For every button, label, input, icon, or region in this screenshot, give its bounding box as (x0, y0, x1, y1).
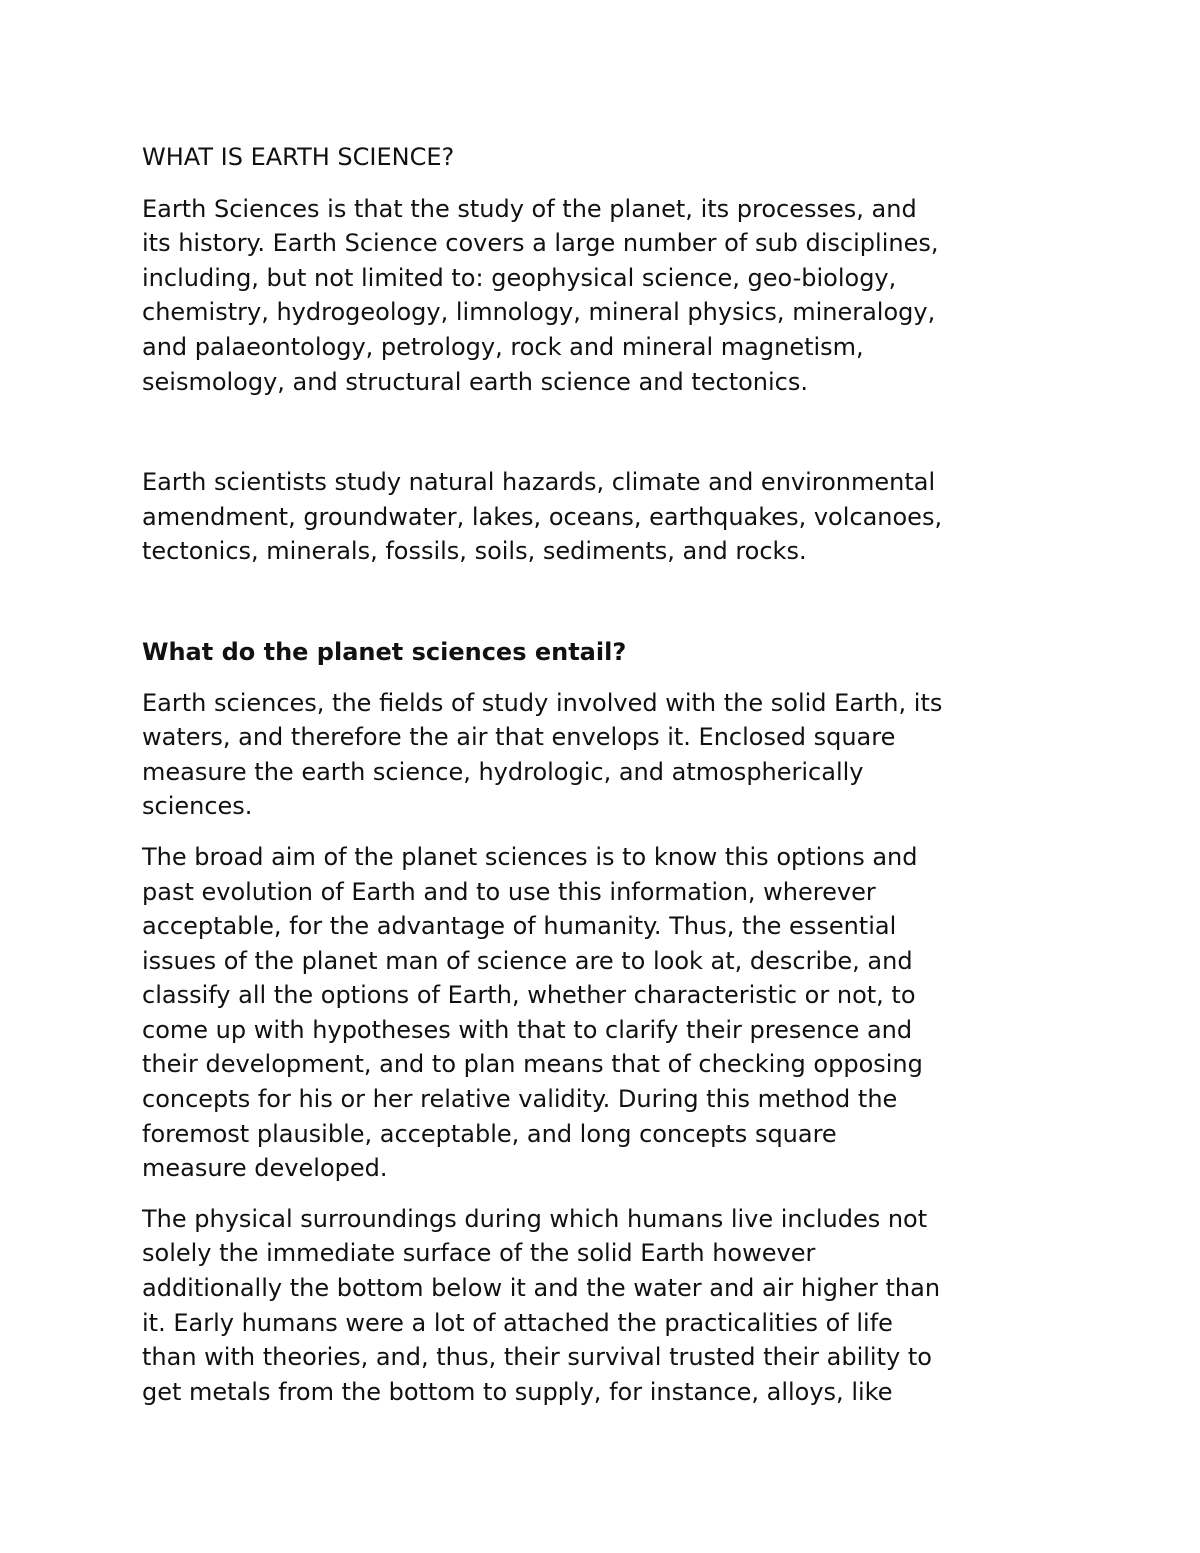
text-line: foremost plausible, acceptable, and long concepts square (142, 1119, 837, 1148)
text-line: classify all the options of Earth, whether characteristic or not, to (142, 981, 916, 1010)
text-line: get metals from the bottom to supply, for instance, alloys, like (142, 1377, 893, 1406)
text-line: Earth sciences, the fields of study involved with the solid Earth, its (142, 688, 943, 717)
text-line: measure developed. (142, 1154, 388, 1183)
text-line: measure the earth science, hydrologic, and atmospherically (142, 757, 864, 786)
paragraph-earth-scientists (142, 465, 1072, 569)
text-line: issues of the planet man of science are to look at, describe, and (142, 946, 913, 975)
text-line: Earth Sciences is that the study of the planet, its processes, and (142, 194, 917, 223)
text-line: additionally the bottom below it and the water and air higher than (142, 1274, 941, 1303)
text-line: waters, and therefore the air that envelops it. Enclosed square (142, 723, 896, 752)
text-line: The physical surroundings during which humans live includes not (142, 1204, 928, 1233)
paragraph-physical-surroundings (142, 1202, 1072, 1410)
paragraph-broad-aim (142, 840, 1072, 1186)
text-line: its history. Earth Science covers a large number of sub disciplines, (142, 229, 939, 258)
text-line: Earth scientists study natural hazards, climate and environmental (142, 468, 936, 497)
paragraph-earth-sciences-fields (142, 686, 1072, 824)
text-line: concepts for his or her relative validity. During this method the (142, 1085, 898, 1114)
text-line: chemistry, hydrogeology, limnology, mineral physics, mineralogy, (142, 298, 936, 327)
text-line: and palaeontology, petrology, rock and mineral magnetism, (142, 332, 864, 361)
text-line: amendment, groundwater, lakes, oceans, earthquakes, volcanoes, (142, 502, 943, 531)
text-line: solely the immediate surface of the solid Earth however (142, 1239, 816, 1268)
text-line: The broad aim of the planet sciences is to know this options and (142, 842, 918, 871)
text-line: acceptable, for the advantage of humanity. Thus, the essential (142, 912, 897, 941)
document-heading: WHAT IS EARTH SCIENCE? (142, 143, 455, 171)
text-line: including, but not limited to: geophysical science, geo-biology, (142, 263, 897, 292)
text-line: past evolution of Earth and to use this information, wherever (142, 877, 876, 906)
paragraph-earth-science-definition (142, 192, 1072, 400)
text-line: seismology, and structural earth science and tectonics. (142, 367, 808, 396)
text-line: than with theories, and, thus, their survival trusted their ability to (142, 1343, 932, 1372)
section-heading: What do the planet sciences entail? (142, 637, 627, 666)
text-line: tectonics, minerals, fossils, soils, sediments, and rocks. (142, 537, 807, 566)
text-line: their development, and to plan means that of checking opposing (142, 1050, 923, 1079)
text-line: it. Early humans were a lot of attached the practicalities of life (142, 1308, 893, 1337)
text-line: sciences. (142, 792, 253, 821)
document-page (142, 140, 1072, 1409)
text-line: come up with hypotheses with that to clarify their presence and (142, 1015, 913, 1044)
